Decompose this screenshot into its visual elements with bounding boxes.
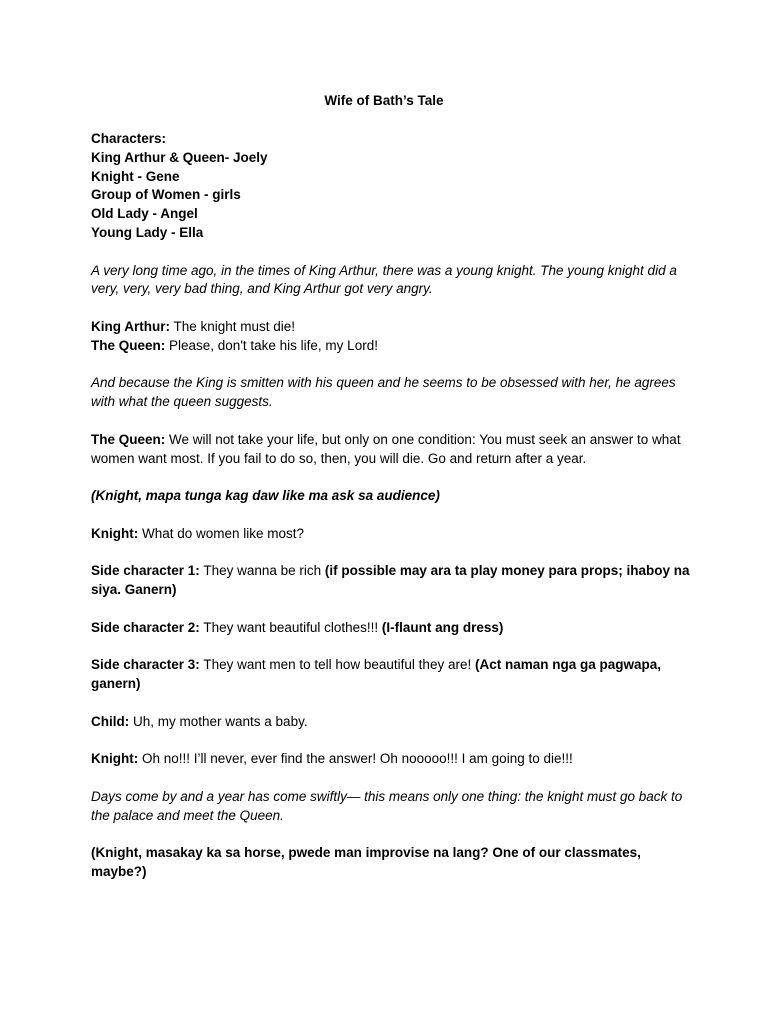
speaker-label: Knight: — [91, 751, 139, 767]
stage-direction: (Knight, mapa tunga kag daw like ma ask sa audience) — [91, 488, 440, 504]
narration: And because the King is smitten with his queen and he seems to be obsessed with her, he agrees with what the queen suggests. — [91, 375, 676, 410]
stage-direction: (Knight, masakay ka sa horse, pwede man improvise na lang? One of our classmates, maybe?) — [91, 845, 641, 880]
dialogue-line — [91, 562, 691, 600]
dialogue-line — [91, 656, 691, 694]
stage-note: (if possible may ara ta play money para props; ihaboy na siya. Ganern) — [91, 563, 690, 598]
speaker-label: The Queen: — [91, 337, 166, 353]
dialogue-line — [91, 713, 691, 732]
speaker-label: Knight: — [91, 525, 139, 541]
character-item: King Arthur & Queen- Joely — [91, 149, 268, 165]
dialogue-line — [91, 431, 691, 469]
speaker-label: Side character 1: — [91, 563, 200, 579]
dialogue-text: They want beautiful clothes!!! — [199, 619, 382, 635]
stage-note: (I-flaunt ang dress) — [381, 619, 504, 635]
document-body — [91, 130, 691, 901]
narration: Days come by and a year has come swiftly— this means only one thing: the knight must go back to the palace and meet the Queen. — [91, 788, 683, 823]
dialogue-text: Please, don't take his life, my Lord! — [165, 337, 378, 353]
dialogue-text: Oh no!!! I’ll never, ever find the answer! Oh nooooo!!! I am going to die!!! — [138, 751, 573, 767]
dialogue-line — [91, 750, 691, 769]
dialogue-text: What do women like most? — [138, 525, 305, 541]
speaker-label: Side character 2: — [91, 619, 200, 635]
speaker-label: The Queen: — [91, 431, 166, 447]
speaker-label: Side character 3: — [91, 657, 200, 673]
narration: A very long time ago, in the times of King Arthur, there was a young knight. The young knight did a very, very, very bad thing, and King Arthur got very angry. — [91, 262, 677, 297]
document-title: Wife of Bath’s Tale — [324, 93, 444, 108]
stage-note: (Act naman nga ga pagwapa, ganern) — [91, 657, 662, 692]
character-item: Old Lady - Angel — [91, 206, 198, 222]
dialogue-text: They want men to tell how beautiful they are! — [199, 657, 475, 673]
speaker-label: Child: — [91, 713, 130, 729]
speaker-label: King Arthur: — [91, 318, 170, 334]
dialogue-line — [91, 619, 691, 638]
dialogue-text: We will not take your life, but only on one condition: You must seek an answer to what women want most. If you fail to do so, then, you will die. Go and return after a year. — [91, 431, 681, 466]
dialogue-text: They wanna be rich — [199, 563, 325, 579]
dialogue-text: The knight must die! — [169, 318, 296, 334]
character-item: Knight - Gene — [91, 168, 180, 184]
dialogue-block — [91, 318, 691, 356]
character-item: Young Lady - Ella — [91, 224, 204, 240]
character-item: Group of Women - girls — [91, 187, 241, 203]
characters-heading: Characters: — [91, 131, 167, 146]
dialogue-text: Uh, my mother wants a baby. — [129, 713, 308, 729]
dialogue-line — [91, 525, 691, 544]
characters-list — [91, 130, 691, 243]
